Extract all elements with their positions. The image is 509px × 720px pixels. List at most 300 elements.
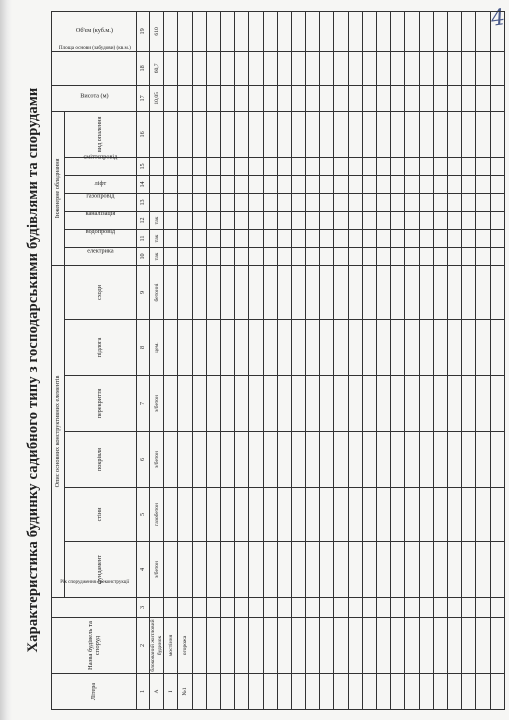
empty-cell (391, 674, 405, 710)
header-sewer-text: каналізація (85, 209, 116, 217)
cell-electric (164, 247, 178, 265)
empty-cell (405, 229, 419, 247)
empty-cell (447, 265, 461, 319)
empty-table-row (490, 11, 504, 709)
empty-cell (377, 111, 391, 157)
header-ceiling: перекриття (65, 376, 137, 432)
empty-cell (291, 157, 305, 175)
empty-cell (362, 175, 376, 193)
empty-table-row (433, 11, 447, 709)
cell-lift (164, 175, 178, 193)
empty-cell (334, 674, 348, 710)
empty-cell (476, 674, 490, 710)
empty-cell (348, 488, 362, 542)
empty-cell (320, 247, 334, 265)
cell-stairs (164, 265, 178, 319)
column-number-row (137, 11, 150, 709)
empty-cell (192, 211, 206, 229)
empty-cell (206, 111, 220, 157)
column-number: 12 (137, 211, 150, 229)
empty-cell (419, 618, 433, 674)
empty-cell (419, 598, 433, 618)
empty-cell (433, 432, 447, 488)
empty-cell (391, 265, 405, 319)
cell-foundation (164, 542, 178, 598)
empty-cell (447, 376, 461, 432)
empty-cell (405, 674, 419, 710)
cell-litera: А (150, 674, 164, 710)
header-electric-text: електрика (87, 247, 114, 255)
header-water (65, 229, 137, 247)
empty-cell (405, 320, 419, 376)
empty-cell (249, 157, 263, 175)
empty-cell (235, 11, 249, 51)
empty-table-row (306, 11, 320, 709)
empty-cell (306, 618, 320, 674)
empty-cell (405, 111, 419, 157)
empty-table-row (405, 11, 419, 709)
cell-heating (178, 111, 192, 157)
empty-cell (391, 618, 405, 674)
empty-cell (490, 376, 504, 432)
column-number: 4 (137, 542, 150, 598)
header-litera: Літера (52, 674, 137, 710)
empty-cell (362, 320, 376, 376)
table-row (164, 11, 178, 709)
empty-cell (490, 11, 504, 51)
empty-cell (334, 85, 348, 111)
empty-cell (391, 175, 405, 193)
empty-cell (291, 320, 305, 376)
empty-cell (362, 265, 376, 319)
cell-roof: з/бетон (150, 432, 164, 488)
empty-cell (433, 11, 447, 51)
empty-cell (490, 211, 504, 229)
empty-cell (320, 211, 334, 229)
empty-cell (362, 674, 376, 710)
empty-cell (334, 432, 348, 488)
empty-cell (490, 157, 504, 175)
empty-cell (377, 229, 391, 247)
cell-volume: 610 (150, 11, 164, 51)
cell-garbage (178, 157, 192, 175)
empty-cell (263, 85, 277, 111)
empty-cell (220, 11, 234, 51)
empty-cell (263, 247, 277, 265)
empty-cell (391, 85, 405, 111)
empty-table-row (419, 11, 433, 709)
empty-cell (192, 598, 206, 618)
empty-cell (277, 111, 291, 157)
empty-cell (405, 376, 419, 432)
empty-cell (306, 85, 320, 111)
empty-cell (405, 193, 419, 211)
empty-cell (447, 618, 461, 674)
empty-cell (362, 598, 376, 618)
cell-heating (150, 111, 164, 157)
empty-cell (235, 376, 249, 432)
empty-cell (462, 211, 476, 229)
empty-cell (391, 247, 405, 265)
empty-cell (348, 85, 362, 111)
empty-cell (462, 542, 476, 598)
header-water-text: водопровід (85, 227, 116, 235)
empty-cell (206, 542, 220, 598)
empty-cell (334, 247, 348, 265)
empty-cell (277, 320, 291, 376)
empty-cell (348, 432, 362, 488)
empty-table-row (362, 11, 376, 709)
empty-cell (249, 175, 263, 193)
empty-cell (249, 193, 263, 211)
empty-cell (447, 175, 461, 193)
empty-cell (348, 247, 362, 265)
empty-cell (391, 211, 405, 229)
empty-cell (220, 85, 234, 111)
cell-water: так (150, 229, 164, 247)
empty-cell (405, 175, 419, 193)
header-gas (65, 193, 137, 211)
empty-cell (220, 229, 234, 247)
empty-cell (405, 211, 419, 229)
empty-cell (348, 175, 362, 193)
cell-area: 60,7 (150, 51, 164, 85)
empty-cell (334, 11, 348, 51)
empty-cell (277, 211, 291, 229)
empty-cell (391, 376, 405, 432)
empty-cell (220, 376, 234, 432)
empty-cell (291, 674, 305, 710)
empty-cell (433, 488, 447, 542)
cell-gas (178, 193, 192, 211)
empty-cell (220, 674, 234, 710)
empty-cell (192, 674, 206, 710)
empty-cell (490, 618, 504, 674)
empty-cell (462, 376, 476, 432)
empty-cell (419, 11, 433, 51)
empty-cell (306, 111, 320, 157)
empty-cell (348, 229, 362, 247)
empty-cell (348, 111, 362, 157)
cell-lift (178, 175, 192, 193)
empty-cell (320, 51, 334, 85)
empty-cell (462, 432, 476, 488)
empty-cell (206, 85, 220, 111)
column-number: 9 (137, 265, 150, 319)
empty-cell (320, 175, 334, 193)
empty-table-row (334, 11, 348, 709)
empty-cell (362, 193, 376, 211)
empty-cell (377, 157, 391, 175)
column-number: 10 (137, 247, 150, 265)
empty-cell (249, 11, 263, 51)
empty-cell (220, 488, 234, 542)
empty-cell (405, 542, 419, 598)
empty-cell (206, 265, 220, 319)
cell-volume (164, 11, 178, 51)
empty-cell (419, 320, 433, 376)
empty-cell (476, 193, 490, 211)
cell-floor: цем. (150, 320, 164, 376)
cell-litera: №1 (178, 674, 192, 710)
empty-cell (476, 157, 490, 175)
empty-cell (277, 175, 291, 193)
empty-cell (433, 211, 447, 229)
empty-cell (320, 598, 334, 618)
empty-cell (490, 320, 504, 376)
empty-cell (433, 157, 447, 175)
empty-cell (220, 432, 234, 488)
empty-cell (220, 157, 234, 175)
empty-cell (362, 85, 376, 111)
empty-table-row (462, 11, 476, 709)
empty-cell (377, 618, 391, 674)
empty-cell (476, 488, 490, 542)
empty-cell (320, 85, 334, 111)
empty-cell (277, 432, 291, 488)
empty-cell (277, 488, 291, 542)
cell-sewer: так (150, 211, 164, 229)
cell-gas (150, 193, 164, 211)
empty-cell (419, 432, 433, 488)
empty-cell (490, 229, 504, 247)
empty-table-row (249, 11, 263, 709)
empty-cell (377, 247, 391, 265)
empty-cell (419, 542, 433, 598)
empty-cell (334, 229, 348, 247)
empty-cell (447, 229, 461, 247)
empty-cell (405, 265, 419, 319)
empty-cell (362, 111, 376, 157)
column-number: 17 (137, 85, 150, 111)
empty-cell (320, 674, 334, 710)
empty-cell (320, 265, 334, 319)
empty-cell (320, 432, 334, 488)
empty-cell (220, 598, 234, 618)
empty-cell (249, 320, 263, 376)
empty-cell (192, 618, 206, 674)
empty-cell (377, 488, 391, 542)
empty-cell (476, 618, 490, 674)
empty-cell (249, 542, 263, 598)
empty-cell (334, 542, 348, 598)
empty-cell (405, 432, 419, 488)
empty-cell (447, 85, 461, 111)
cell-height (178, 85, 192, 111)
empty-cell (220, 175, 234, 193)
empty-cell (263, 376, 277, 432)
empty-cell (362, 618, 376, 674)
empty-cell (291, 432, 305, 488)
empty-cell (362, 11, 376, 51)
cell-walls: газобетон (150, 488, 164, 542)
empty-cell (320, 376, 334, 432)
empty-cell (277, 247, 291, 265)
empty-cell (447, 11, 461, 51)
empty-cell (306, 157, 320, 175)
empty-cell (192, 432, 206, 488)
header-area (52, 45, 137, 85)
empty-cell (291, 111, 305, 157)
empty-cell (206, 193, 220, 211)
empty-cell (277, 51, 291, 85)
empty-cell (419, 85, 433, 111)
column-number: 16 (137, 111, 150, 157)
empty-cell (263, 51, 277, 85)
empty-cell (277, 376, 291, 432)
empty-cell (206, 175, 220, 193)
page-number: 4 (489, 5, 507, 32)
empty-cell (462, 265, 476, 319)
empty-cell (405, 488, 419, 542)
empty-cell (320, 11, 334, 51)
empty-cell (334, 175, 348, 193)
empty-cell (334, 51, 348, 85)
cell-sewer (178, 211, 192, 229)
empty-cell (476, 598, 490, 618)
empty-cell (334, 111, 348, 157)
column-number: 3 (137, 598, 150, 618)
empty-table-row (447, 11, 461, 709)
empty-cell (291, 488, 305, 542)
empty-cell (291, 265, 305, 319)
empty-cell (433, 542, 447, 598)
column-number: 1 (137, 674, 150, 710)
empty-cell (419, 193, 433, 211)
empty-cell (362, 432, 376, 488)
empty-cell (192, 265, 206, 319)
header-gas-text: газопровід (86, 192, 115, 200)
empty-table-row (263, 11, 277, 709)
cell-garbage (164, 157, 178, 175)
empty-cell (377, 51, 391, 85)
cell-electric (178, 247, 192, 265)
empty-cell (206, 598, 220, 618)
empty-cell (476, 51, 490, 85)
empty-cell (362, 376, 376, 432)
empty-cell (490, 193, 504, 211)
empty-cell (306, 432, 320, 488)
empty-cell (235, 247, 249, 265)
empty-cell (490, 265, 504, 319)
cell-name: блокований житловий будинок (150, 619, 163, 672)
empty-cell (220, 542, 234, 598)
cell-walls (164, 488, 178, 542)
empty-cell (320, 488, 334, 542)
empty-table-row (291, 11, 305, 709)
empty-cell (490, 674, 504, 710)
empty-cell (447, 488, 461, 542)
empty-cell (476, 11, 490, 51)
empty-cell (306, 542, 320, 598)
empty-cell (206, 211, 220, 229)
empty-cell (490, 111, 504, 157)
empty-cell (291, 175, 305, 193)
empty-cell (462, 674, 476, 710)
cell-height (164, 85, 178, 111)
document-title: Характеристика будинку садибного типу з господарськими будівлями та спорудами (25, 87, 41, 653)
empty-cell (263, 598, 277, 618)
empty-cell (391, 193, 405, 211)
empty-cell (291, 85, 305, 111)
empty-cell (320, 542, 334, 598)
empty-cell (235, 265, 249, 319)
empty-cell (391, 51, 405, 85)
empty-cell (235, 175, 249, 193)
empty-cell (235, 542, 249, 598)
empty-cell (220, 211, 234, 229)
empty-cell (320, 111, 334, 157)
empty-cell (476, 229, 490, 247)
empty-cell (447, 211, 461, 229)
header-year (52, 579, 137, 618)
cell-ceiling (164, 376, 178, 432)
empty-cell (377, 193, 391, 211)
empty-cell (206, 11, 220, 51)
header-sewer (65, 211, 137, 229)
empty-cell (306, 488, 320, 542)
empty-cell (249, 85, 263, 111)
cell-gas (164, 193, 178, 211)
empty-cell (249, 674, 263, 710)
empty-cell (220, 265, 234, 319)
empty-cell (306, 11, 320, 51)
empty-cell (220, 193, 234, 211)
column-number: 18 (137, 51, 150, 85)
empty-cell (192, 247, 206, 265)
empty-cell (263, 674, 277, 710)
empty-cell (348, 674, 362, 710)
empty-cell (419, 51, 433, 85)
empty-cell (419, 376, 433, 432)
empty-cell (490, 51, 504, 85)
empty-cell (206, 320, 220, 376)
empty-cell (433, 51, 447, 85)
empty-cell (334, 488, 348, 542)
empty-cell (362, 51, 376, 85)
empty-cell (291, 229, 305, 247)
empty-cell (249, 432, 263, 488)
empty-cell (462, 247, 476, 265)
empty-cell (433, 320, 447, 376)
empty-cell (348, 211, 362, 229)
empty-cell (447, 598, 461, 618)
empty-cell (235, 432, 249, 488)
empty-cell (476, 265, 490, 319)
empty-cell (377, 320, 391, 376)
empty-cell (447, 432, 461, 488)
empty-cell (377, 376, 391, 432)
empty-cell (320, 193, 334, 211)
empty-cell (419, 674, 433, 710)
cell-year (178, 598, 192, 618)
empty-cell (447, 193, 461, 211)
empty-cell (476, 85, 490, 111)
empty-cell (462, 320, 476, 376)
empty-cell (405, 157, 419, 175)
empty-cell (433, 598, 447, 618)
empty-cell (419, 211, 433, 229)
empty-cell (306, 598, 320, 618)
empty-cell (490, 542, 504, 598)
empty-cell (263, 175, 277, 193)
cell-heating (164, 111, 178, 157)
empty-cell (391, 320, 405, 376)
empty-cell (377, 175, 391, 193)
header-garbage (65, 153, 137, 175)
empty-cell (235, 51, 249, 85)
empty-cell (263, 542, 277, 598)
